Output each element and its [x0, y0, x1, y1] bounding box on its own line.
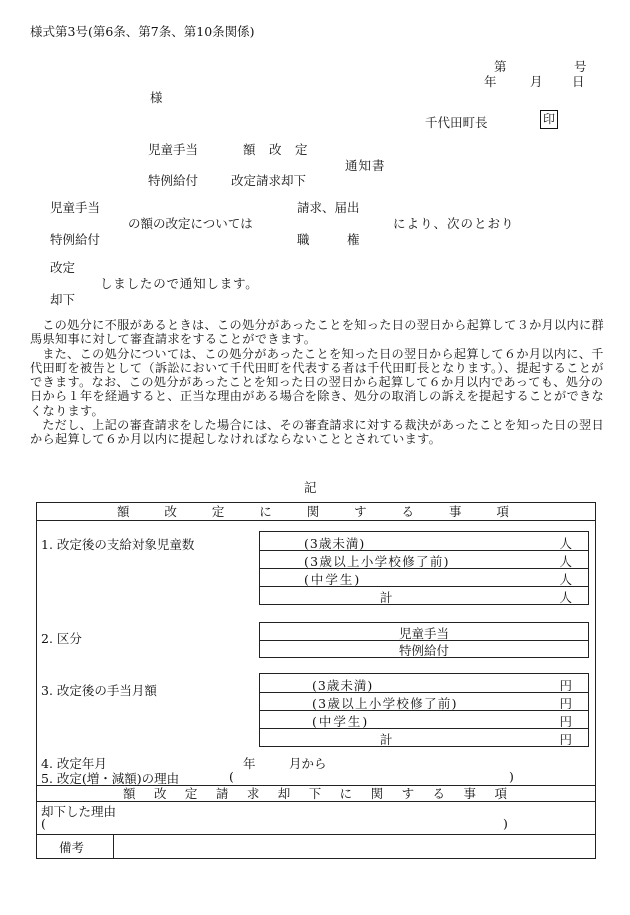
section-header-char: る: [401, 504, 415, 519]
seal-mark: 印: [540, 110, 558, 129]
notice-lawsuit: また、この処分については、この処分があったことを知った日の翌日から起算して６か月以内に、千代田町を被告として（訴訟において千代田町を代表する者は千代田町長となります。）、提起することができます。なお、この処分があったことを知った日の翌日から起算して６か月以内であっても、処分の日から１年を経過すると、正当な理由がある場合を除き、処分の取消しの訴えを提起することができなくなります。: [30, 346, 604, 418]
amount-total-label: 計: [380, 732, 393, 747]
section-header-char: 下: [308, 786, 322, 801]
title-option-child-allowance: 児童手当: [148, 142, 199, 157]
date-month: 月: [530, 74, 543, 89]
ki-heading: 記: [304, 480, 317, 495]
category-child-allowance: 児童手当: [398, 626, 449, 641]
section-rejection-header: [123, 786, 507, 801]
section-revision-header: [117, 504, 509, 519]
count-total-label: 計: [380, 590, 393, 605]
body-option-child-allowance: 児童手当: [50, 200, 101, 215]
section-header-char: 改: [153, 786, 167, 801]
amount-elementary-label: (3歳以上小学校修了前): [312, 696, 458, 711]
amount-junior-high-label: (中学生): [312, 714, 370, 729]
monthly-amount-box: [259, 673, 589, 747]
rejection-reason-label: 却下した理由: [41, 804, 117, 819]
item1-label: 1. 改定後の支給対象児童数: [41, 537, 195, 552]
count-junior-high-label: (中学生): [304, 572, 362, 587]
count-elementary-unit: 人: [559, 554, 572, 569]
body-option-special-benefit: 特例給付: [50, 232, 101, 247]
item4-year: 年: [243, 756, 256, 771]
item5-open-paren: (: [229, 769, 234, 784]
amount-under3-unit: 円: [559, 678, 572, 693]
item5-close-paren: ): [509, 769, 514, 784]
section-header-char: に: [339, 786, 353, 801]
section-header-char: 事: [448, 504, 462, 519]
doc-number-prefix: 第: [494, 59, 507, 74]
rejection-close-paren: ): [503, 816, 508, 831]
section-header-char: 関: [370, 786, 384, 801]
section-header-char: 項: [494, 786, 507, 801]
details-table: [36, 502, 596, 859]
item5-label: 5. 改定(増・減額)の理由: [41, 771, 180, 786]
notice-review-request: この処分に不服があるときは、この処分があったことを知った日の翌日から起算して３か月以内に群馬県知事に対して審査請求をすることができます。: [30, 318, 605, 347]
remarks-label: 備考: [59, 840, 85, 855]
section-header-char: 請: [215, 786, 229, 801]
section-header-char: 項: [496, 504, 509, 519]
count-under3-label: (3歳未満): [304, 536, 366, 551]
amount-elementary-unit: 円: [559, 696, 572, 711]
amount-total-unit: 円: [559, 732, 572, 747]
addressee-suffix: 様: [150, 90, 163, 105]
amount-under3-label: (3歳未満): [312, 678, 374, 693]
count-under3-unit: 人: [559, 536, 572, 551]
section-header-char: 事: [463, 786, 476, 801]
section-header-char: 却: [277, 786, 291, 801]
section-header-char: 関: [306, 504, 320, 519]
count-junior-high-unit: 人: [559, 572, 572, 587]
doc-number-suffix: 号: [574, 59, 587, 74]
date-year: 年: [484, 74, 497, 89]
section-header-char: 定: [211, 504, 225, 519]
date-day: 日: [572, 74, 585, 89]
body-text-notify: しましたので通知します。: [100, 276, 259, 291]
item4-month-from: 月から: [289, 756, 327, 771]
section-header-char: 額: [123, 786, 136, 801]
body-option-revise: 改定: [50, 260, 76, 275]
title-suffix: 通知書: [345, 158, 386, 173]
form-number: 様式第3号(第6条、第7条、第10条関係): [30, 24, 255, 39]
child-count-box: [259, 531, 589, 605]
body-text-following: により、次のとおり: [393, 216, 515, 231]
category-special-benefit: 特例給付: [398, 643, 449, 658]
body-option-request: 請求、届出: [297, 200, 360, 215]
section-header-char: 額: [117, 504, 130, 519]
title-option-revision: 額 改 定: [243, 142, 309, 157]
amount-junior-high-unit: 円: [559, 714, 572, 729]
count-elementary-label: (3歳以上小学校修了前): [304, 554, 450, 569]
section-header-char: 求: [246, 786, 260, 801]
notice-block: [30, 318, 610, 447]
section-header-char: す: [401, 786, 415, 801]
count-total-unit: 人: [559, 590, 572, 605]
rejection-open-paren: (: [41, 816, 46, 831]
body-option-authority: 職 権: [297, 232, 360, 247]
section-header-char: す: [354, 504, 367, 519]
section-header-char: に: [259, 504, 272, 519]
notice-proviso: ただし、上記の審査請求をした場合には、その審査請求に対する裁決があったことを知った日の翌日から起算して６か月以内に提起しなければならないこととされています。: [30, 418, 605, 447]
issuer-name: 千代田町長: [425, 115, 488, 130]
section-header-char: 改: [164, 504, 177, 519]
section-header-char: 定: [184, 786, 198, 801]
body-option-reject: 却下: [50, 292, 76, 307]
item2-label: 2. 区分: [41, 631, 82, 646]
section-header-char: る: [432, 786, 446, 801]
title-option-rejection: 改定請求却下: [231, 173, 307, 188]
category-box: [259, 622, 589, 658]
body-text-revision: の額の改定については: [128, 216, 253, 231]
item3-label: 3. 改定後の手当月額: [41, 683, 157, 698]
title-option-special-benefit: 特例給付: [148, 173, 199, 188]
item4-label: 4. 改定年月: [41, 756, 107, 771]
